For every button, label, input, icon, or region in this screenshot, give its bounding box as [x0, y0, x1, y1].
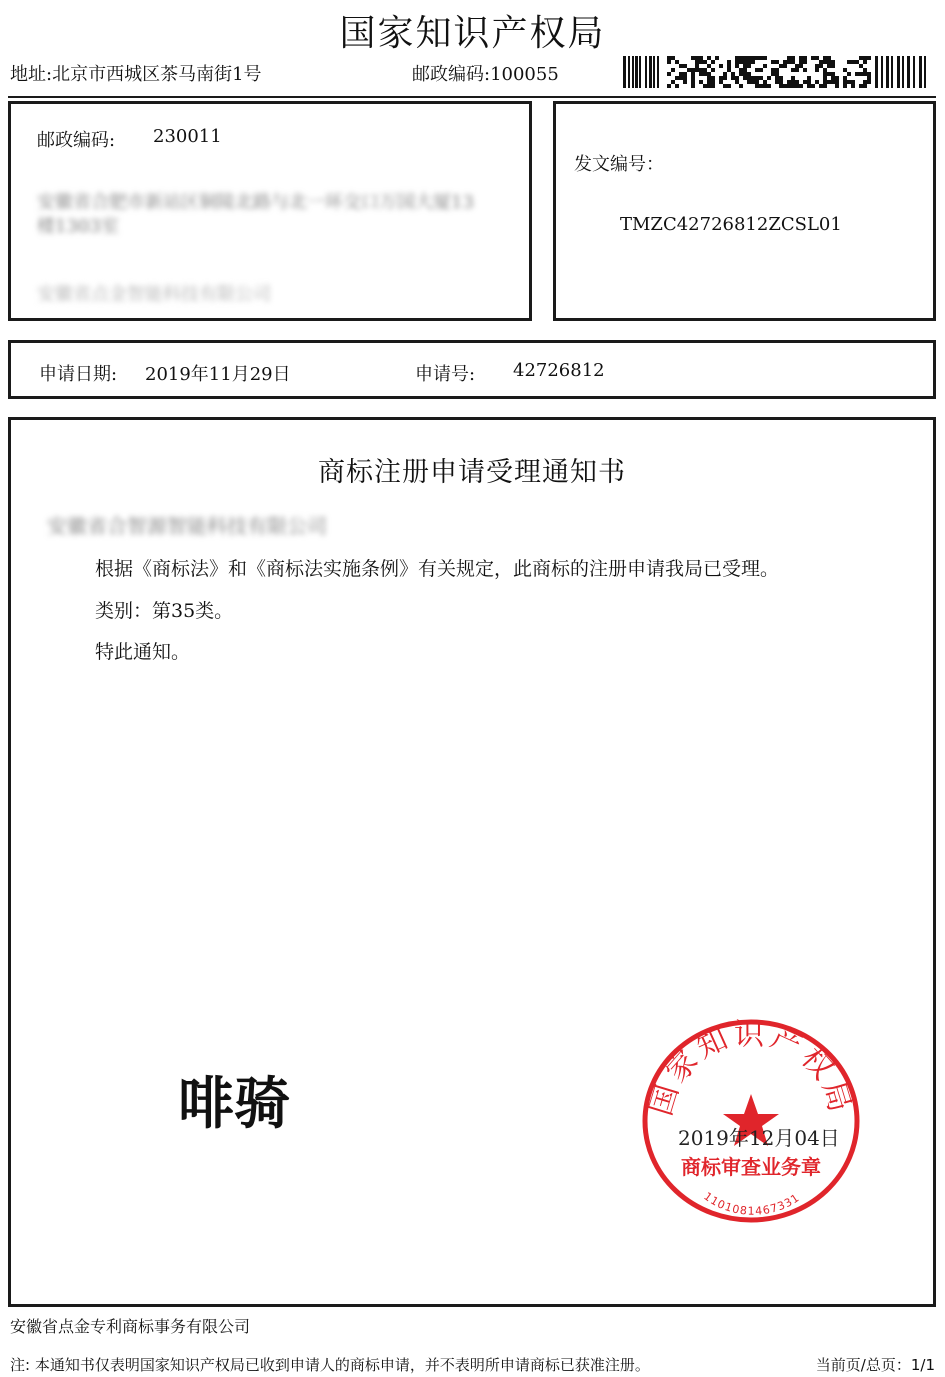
application-date-label: 申请日期: — [39, 364, 118, 385]
seal-bottom-text: 商标审查业务章 — [681, 1155, 821, 1179]
applicant-name: 安徽省合智源智能科技有限公司 — [47, 514, 327, 538]
recipient-postcode-label: 邮政编码: — [37, 130, 116, 151]
notice-closing: 特此通知。 — [95, 641, 191, 663]
footer-note: 注: 本通知书仅表明国家知识产权局已收到申请人的商标申请，并不表明所申请商标已获准注册。 — [10, 1356, 650, 1374]
agency-name: 安徽省点金专利商标事务有限公司 — [10, 1317, 251, 1336]
barcode-image — [623, 54, 928, 90]
application-info-box — [8, 340, 936, 399]
recipient-box — [8, 101, 532, 321]
office-postcode: 邮政编码:100055 — [412, 64, 559, 85]
document-title: 国家知识产权局 — [339, 13, 606, 54]
application-date: 2019年11月29日 — [145, 364, 291, 385]
application-number-label: 申请号: — [415, 364, 476, 385]
header-divider — [8, 96, 936, 98]
recipient-address-line1: 安徽省合肥市新站区铜陵北路与北一环交口万国大厦13 — [37, 192, 474, 213]
recipient-postcode: 230011 — [153, 126, 222, 147]
notice-category: 类别：第35类。 — [95, 600, 234, 622]
recipient-name: 安徽省点金智能科技有限公司 — [37, 284, 271, 305]
application-number: 42726812 — [513, 360, 605, 381]
office-address: 地址:北京市西城区茶马南街1号 — [10, 64, 262, 85]
document-number-box — [553, 101, 936, 321]
notice-body: 根据《商标法》和《商标法实施条例》有关规定，此商标的注册申请我局已受理。 — [95, 558, 780, 580]
seal-top-text: 国家知识产权局 — [643, 1018, 859, 1120]
recipient-address-line2: 楼1303室 — [37, 216, 119, 237]
notice-date: 2019年12月04日 — [678, 1126, 840, 1150]
page-indicator: 当前页/总页：1/1 — [815, 1356, 935, 1374]
seal-serial: 1101081467331 — [701, 1189, 803, 1218]
document-number-label: 发文编号： — [574, 154, 664, 175]
document-number: TMZC42726812ZCSL01 — [620, 214, 842, 235]
signature: 啡骑 — [178, 1072, 290, 1137]
notice-title: 商标注册申请受理通知书 — [318, 457, 626, 488]
